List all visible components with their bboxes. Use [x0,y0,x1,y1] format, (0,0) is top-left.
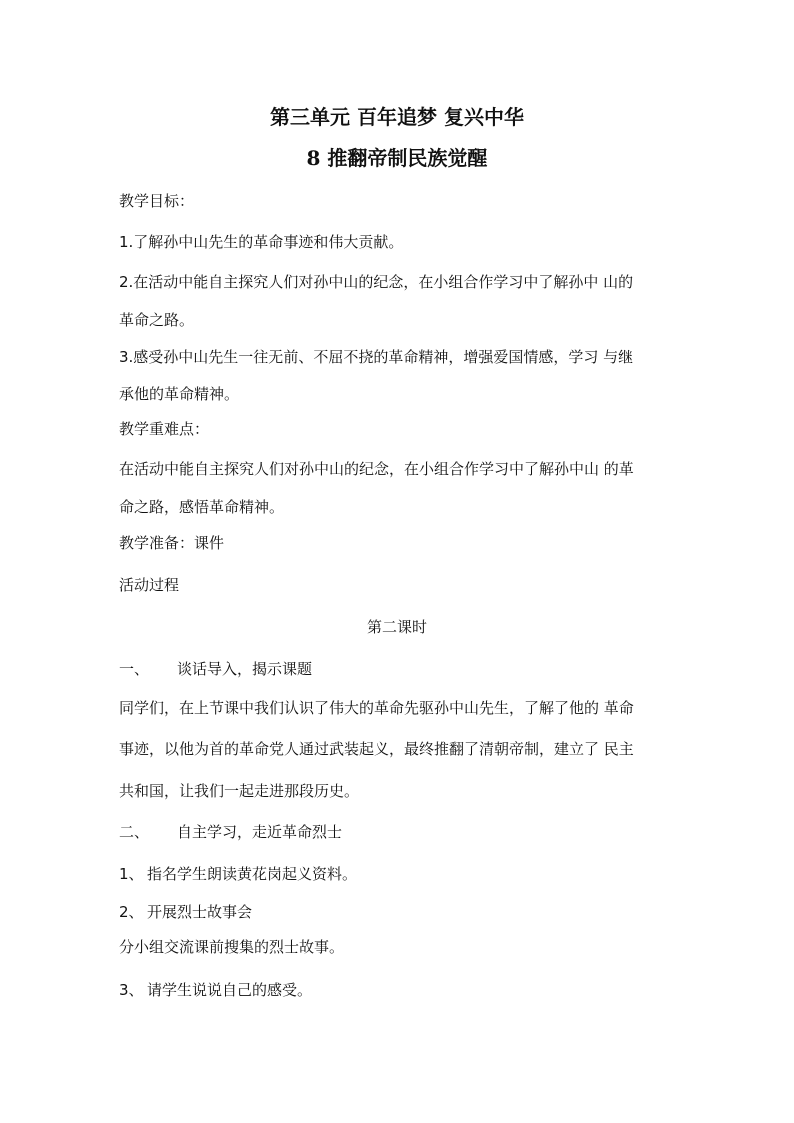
section-1-heading [119,659,312,679]
step-1-number: 1、 [119,865,144,883]
lesson-period: 第二课时 [366,618,427,636]
section-1-title: 谈话导入，揭示课题 [177,660,313,678]
step-3-number: 3、 [119,981,144,999]
intro-paragraph-line3: 共和国，让我们一起走进那段历史。 [119,782,360,800]
step-1-text: 指名学生朗读黄花岗起义资料。 [147,865,358,883]
step-2 [119,902,252,922]
step-2-text: 开展烈士故事会 [147,903,253,921]
activity-process-heading: 活动过程 [119,576,180,594]
lesson-title: 8 推翻帝制民族觉醒 [306,146,488,170]
objective-1: 1.了解孙中山先生的革命事迹和伟大贡献。 [119,233,404,251]
step-1 [119,864,357,884]
key-points-line1: 在活动中能自主探究人们对孙中山的纪念，在小组合作学习中了解孙中山 的革 [119,460,634,478]
unit-title: 第三单元 百年追梦 复兴中华 [270,105,524,129]
key-points-line2: 命之路，感悟革命精神。 [119,498,285,516]
section-2-number: 二、 [119,823,150,841]
objectives-heading: 教学目标： [119,192,195,210]
section-2-title: 自主学习，走近革命烈士 [177,823,343,841]
teaching-prep: 教学准备：课件 [119,534,225,552]
key-points-heading: 教学重难点： [119,420,210,438]
section-2-heading [119,822,342,842]
section-1-number: 一、 [119,660,150,678]
objective-3-line2: 承他的革命精神。 [119,385,240,403]
step-3 [119,980,312,1000]
step-3-text: 请学生说说自己的感受。 [147,981,313,999]
intro-paragraph-line2: 事迹，以他为首的革命党人通过武装起义，最终推翻了清朝帝制，建立了 民主 [119,740,634,758]
step-2-number: 2、 [119,903,144,921]
objective-2-line2: 革命之路。 [119,311,195,329]
objective-2-line1: 2.在活动中能自主探究人们对孙中山的纪念，在小组合作学习中了解孙中 山的 [119,273,634,291]
step-2-detail: 分小组交流课前搜集的烈士故事。 [119,938,345,956]
objective-3-line1: 3.感受孙中山先生一往无前、不屈不挠的革命精神，增强爱国情感，学习 与继 [119,348,634,366]
intro-paragraph-line1: 同学们，在上节课中我们认识了伟大的革命先驱孙中山先生，了解了他的 革命 [119,699,634,717]
